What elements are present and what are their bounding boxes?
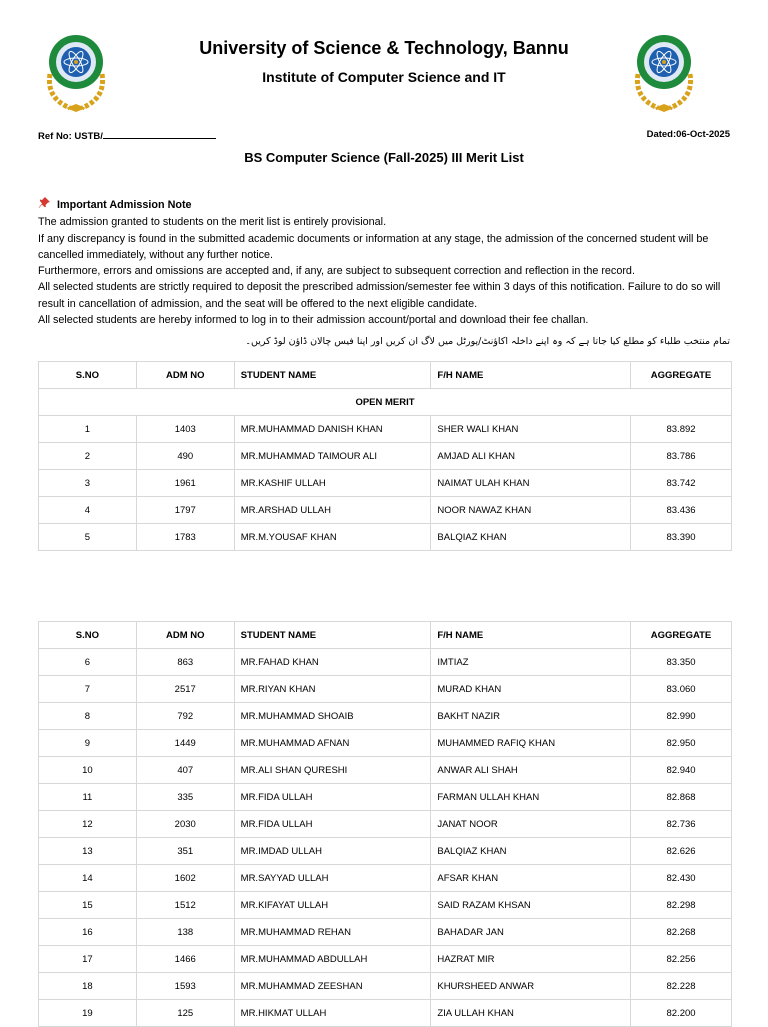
cell-aggregate: 82.868 bbox=[631, 784, 732, 811]
admission-note bbox=[38, 196, 730, 328]
cell-sno: 11 bbox=[39, 784, 137, 811]
university-name: University of Science & Technology, Bannu bbox=[199, 38, 569, 58]
cell-adm-no: 1512 bbox=[136, 892, 234, 919]
cell-sno: 15 bbox=[39, 892, 137, 919]
cell-student-name: MR.RIYAN KHAN bbox=[234, 676, 431, 703]
cell-sno: 16 bbox=[39, 919, 137, 946]
cell-student-name: MR.MUHAMMAD REHAN bbox=[234, 919, 431, 946]
cell-student-name: MR.FAHAD KHAN bbox=[234, 649, 431, 676]
table-row bbox=[39, 946, 732, 973]
cell-student-name: MR.MUHAMMAD AFNAN bbox=[234, 730, 431, 757]
note-line: All selected students are hereby informed to log in to their admission account/portal and download their fee challan. bbox=[38, 314, 589, 327]
cell-sno: 14 bbox=[39, 865, 137, 892]
cell-student-name: MR.ALI SHAN QURESHI bbox=[234, 757, 431, 784]
cell-aggregate: 83.786 bbox=[631, 443, 732, 470]
table-row bbox=[39, 784, 732, 811]
cell-fh-name: BAHADAR JAN bbox=[431, 919, 631, 946]
cell-student-name: MR.FIDA ULLAH bbox=[234, 784, 431, 811]
table2-body bbox=[39, 649, 732, 1027]
table-row bbox=[39, 730, 732, 757]
dated: Dated:06-Oct-2025 bbox=[646, 129, 730, 140]
cell-aggregate: 82.268 bbox=[631, 919, 732, 946]
cell-fh-name: SHER WALI KHAN bbox=[431, 416, 631, 443]
table-row bbox=[39, 649, 732, 676]
cell-adm-no: 125 bbox=[136, 1000, 234, 1027]
table-row bbox=[39, 497, 732, 524]
cell-fh-name: KHURSHEED ANWAR bbox=[431, 973, 631, 1000]
col-fh-name: F/H NAME bbox=[431, 622, 631, 649]
cell-student-name: MR.MUHAMMAD SHOAIB bbox=[234, 703, 431, 730]
merit-table-open bbox=[38, 361, 732, 551]
table-row bbox=[39, 470, 732, 497]
col-fh-name: F/H NAME bbox=[431, 362, 631, 389]
cell-adm-no: 138 bbox=[136, 919, 234, 946]
cell-fh-name: MURAD KHAN bbox=[431, 676, 631, 703]
table-row bbox=[39, 919, 732, 946]
cell-adm-no: 1783 bbox=[136, 524, 234, 551]
cell-fh-name: HAZRAT MIR bbox=[431, 946, 631, 973]
cell-student-name: MR.HIKMAT ULLAH bbox=[234, 1000, 431, 1027]
col-aggregate: AGGREGATE bbox=[631, 622, 732, 649]
cell-fh-name: AFSAR KHAN bbox=[431, 865, 631, 892]
table-row bbox=[39, 892, 732, 919]
col-aggregate: AGGREGATE bbox=[631, 362, 732, 389]
note-line: All selected students are strictly required to deposit the prescribed admission/semester fee within 3 days of this notification. Failure to do so will result in cancellation of admission, and the seat will be offered to the next eligible candidate. bbox=[38, 281, 721, 310]
table-row bbox=[39, 865, 732, 892]
cell-sno: 10 bbox=[39, 757, 137, 784]
table-row bbox=[39, 443, 732, 470]
cell-student-name: MR.KASHIF ULLAH bbox=[234, 470, 431, 497]
category-label: OPEN MERIT bbox=[39, 389, 732, 416]
urdu-note: تمام منتخب طلباء کو مطلع کیا جاتا ہے کہ وہ اپنے داخلہ اکاؤنٹ/پورٹل میں لاگ ان کریں اور اپنا فیس چالان ڈاؤن لوڈ کریں۔ bbox=[245, 336, 730, 347]
cell-adm-no: 792 bbox=[136, 703, 234, 730]
cell-sno: 3 bbox=[39, 470, 137, 497]
table-row bbox=[39, 973, 732, 1000]
table-row bbox=[39, 703, 732, 730]
note-line: Furthermore, errors and omissions are accepted and, if any, are subject to subsequent correction and reflection in the record. bbox=[38, 265, 635, 278]
cell-aggregate: 82.990 bbox=[631, 703, 732, 730]
cell-aggregate: 82.256 bbox=[631, 946, 732, 973]
cell-adm-no: 335 bbox=[136, 784, 234, 811]
cell-fh-name: ANWAR ALI SHAH bbox=[431, 757, 631, 784]
cell-fh-name: BALQIAZ KHAN bbox=[431, 524, 631, 551]
cell-student-name: MR.MUHAMMAD TAIMOUR ALI bbox=[234, 443, 431, 470]
cell-fh-name: IMTIAZ bbox=[431, 649, 631, 676]
cell-sno: 12 bbox=[39, 811, 137, 838]
cell-adm-no: 351 bbox=[136, 838, 234, 865]
cell-adm-no: 1602 bbox=[136, 865, 234, 892]
cell-fh-name: SAID RAZAM KHSAN bbox=[431, 892, 631, 919]
cell-fh-name: AMJAD ALI KHAN bbox=[431, 443, 631, 470]
cell-sno: 1 bbox=[39, 416, 137, 443]
cell-aggregate: 83.742 bbox=[631, 470, 732, 497]
col-sno: S.NO bbox=[39, 362, 137, 389]
cell-student-name: MR.FIDA ULLAH bbox=[234, 811, 431, 838]
cell-aggregate: 82.940 bbox=[631, 757, 732, 784]
table-header-row bbox=[39, 362, 732, 389]
cell-student-name: MR.MUHAMMAD ABDULLAH bbox=[234, 946, 431, 973]
cell-aggregate: 82.200 bbox=[631, 1000, 732, 1027]
cell-adm-no: 1449 bbox=[136, 730, 234, 757]
col-adm-no: ADM NO bbox=[136, 622, 234, 649]
cell-adm-no: 1593 bbox=[136, 973, 234, 1000]
cell-adm-no: 1797 bbox=[136, 497, 234, 524]
cell-sno: 6 bbox=[39, 649, 137, 676]
ref-label: Ref No: USTB/ bbox=[38, 131, 103, 142]
cell-student-name: MR.KIFAYAT ULLAH bbox=[234, 892, 431, 919]
cell-aggregate: 82.430 bbox=[631, 865, 732, 892]
ref-number bbox=[38, 129, 216, 142]
cell-sno: 17 bbox=[39, 946, 137, 973]
institute-name: Institute of Computer Science and IT bbox=[262, 69, 506, 85]
table-row bbox=[39, 757, 732, 784]
cell-adm-no: 2517 bbox=[136, 676, 234, 703]
note-heading bbox=[38, 196, 730, 214]
cell-sno: 19 bbox=[39, 1000, 137, 1027]
cell-fh-name: MUHAMMED RAFIQ KHAN bbox=[431, 730, 631, 757]
col-student-name: STUDENT NAME bbox=[234, 362, 431, 389]
cell-fh-name: NOOR NAWAZ KHAN bbox=[431, 497, 631, 524]
cell-student-name: MR.M.YOUSAF KHAN bbox=[234, 524, 431, 551]
table1-body bbox=[39, 416, 732, 551]
cell-sno: 9 bbox=[39, 730, 137, 757]
col-student-name: STUDENT NAME bbox=[234, 622, 431, 649]
cell-student-name: MR.MUHAMMAD DANISH KHAN bbox=[234, 416, 431, 443]
cell-aggregate: 82.626 bbox=[631, 838, 732, 865]
note-line: If any discrepancy is found in the submitted academic documents or information at any stage, the admission of the concerned student will be cancelled immediately, without any further notice. bbox=[38, 232, 709, 261]
cell-aggregate: 82.228 bbox=[631, 973, 732, 1000]
cell-sno: 2 bbox=[39, 443, 137, 470]
cell-fh-name: NAIMAT ULAH KHAN bbox=[431, 470, 631, 497]
note-line: The admission granted to students on the merit list is entirely provisional. bbox=[38, 216, 387, 229]
note-heading-text: Important Admission Note bbox=[57, 199, 192, 211]
ref-blank-line bbox=[103, 129, 216, 139]
cell-sno: 5 bbox=[39, 524, 137, 551]
merit-table-continued bbox=[38, 621, 732, 1027]
cell-student-name: MR.ARSHAD ULLAH bbox=[234, 497, 431, 524]
cell-adm-no: 2030 bbox=[136, 811, 234, 838]
cell-aggregate: 82.298 bbox=[631, 892, 732, 919]
merit-list-title: BS Computer Science (Fall-2025) III Merit List bbox=[244, 150, 524, 165]
cell-aggregate: 83.436 bbox=[631, 497, 732, 524]
cell-adm-no: 407 bbox=[136, 757, 234, 784]
cell-aggregate: 83.390 bbox=[631, 524, 732, 551]
cell-adm-no: 1466 bbox=[136, 946, 234, 973]
cell-adm-no: 863 bbox=[136, 649, 234, 676]
table-row bbox=[39, 676, 732, 703]
cell-student-name: MR.SAYYAD ULLAH bbox=[234, 865, 431, 892]
cell-aggregate: 83.350 bbox=[631, 649, 732, 676]
table-row bbox=[39, 838, 732, 865]
cell-aggregate: 83.892 bbox=[631, 416, 732, 443]
cell-student-name: MR.MUHAMMAD ZEESHAN bbox=[234, 973, 431, 1000]
cell-adm-no: 1403 bbox=[136, 416, 234, 443]
cell-adm-no: 490 bbox=[136, 443, 234, 470]
col-adm-no: ADM NO bbox=[136, 362, 234, 389]
cell-fh-name: BAKHT NAZIR bbox=[431, 703, 631, 730]
cell-fh-name: ZIA ULLAH KHAN bbox=[431, 1000, 631, 1027]
table-row bbox=[39, 416, 732, 443]
cell-sno: 18 bbox=[39, 973, 137, 1000]
table-header-row bbox=[39, 622, 732, 649]
cell-aggregate: 82.736 bbox=[631, 811, 732, 838]
table-row bbox=[39, 524, 732, 551]
cell-sno: 4 bbox=[39, 497, 137, 524]
table-row bbox=[39, 811, 732, 838]
cell-fh-name: JANAT NOOR bbox=[431, 811, 631, 838]
cell-student-name: MR.IMDAD ULLAH bbox=[234, 838, 431, 865]
cell-adm-no: 1961 bbox=[136, 470, 234, 497]
cell-sno: 8 bbox=[39, 703, 137, 730]
category-row bbox=[39, 389, 732, 416]
cell-aggregate: 82.950 bbox=[631, 730, 732, 757]
cell-sno: 13 bbox=[39, 838, 137, 865]
pushpin-icon bbox=[38, 196, 51, 214]
cell-fh-name: BALQIAZ KHAN bbox=[431, 838, 631, 865]
cell-fh-name: FARMAN ULLAH KHAN bbox=[431, 784, 631, 811]
col-sno: S.NO bbox=[39, 622, 137, 649]
cell-aggregate: 83.060 bbox=[631, 676, 732, 703]
table-row bbox=[39, 1000, 732, 1027]
cell-sno: 7 bbox=[39, 676, 137, 703]
